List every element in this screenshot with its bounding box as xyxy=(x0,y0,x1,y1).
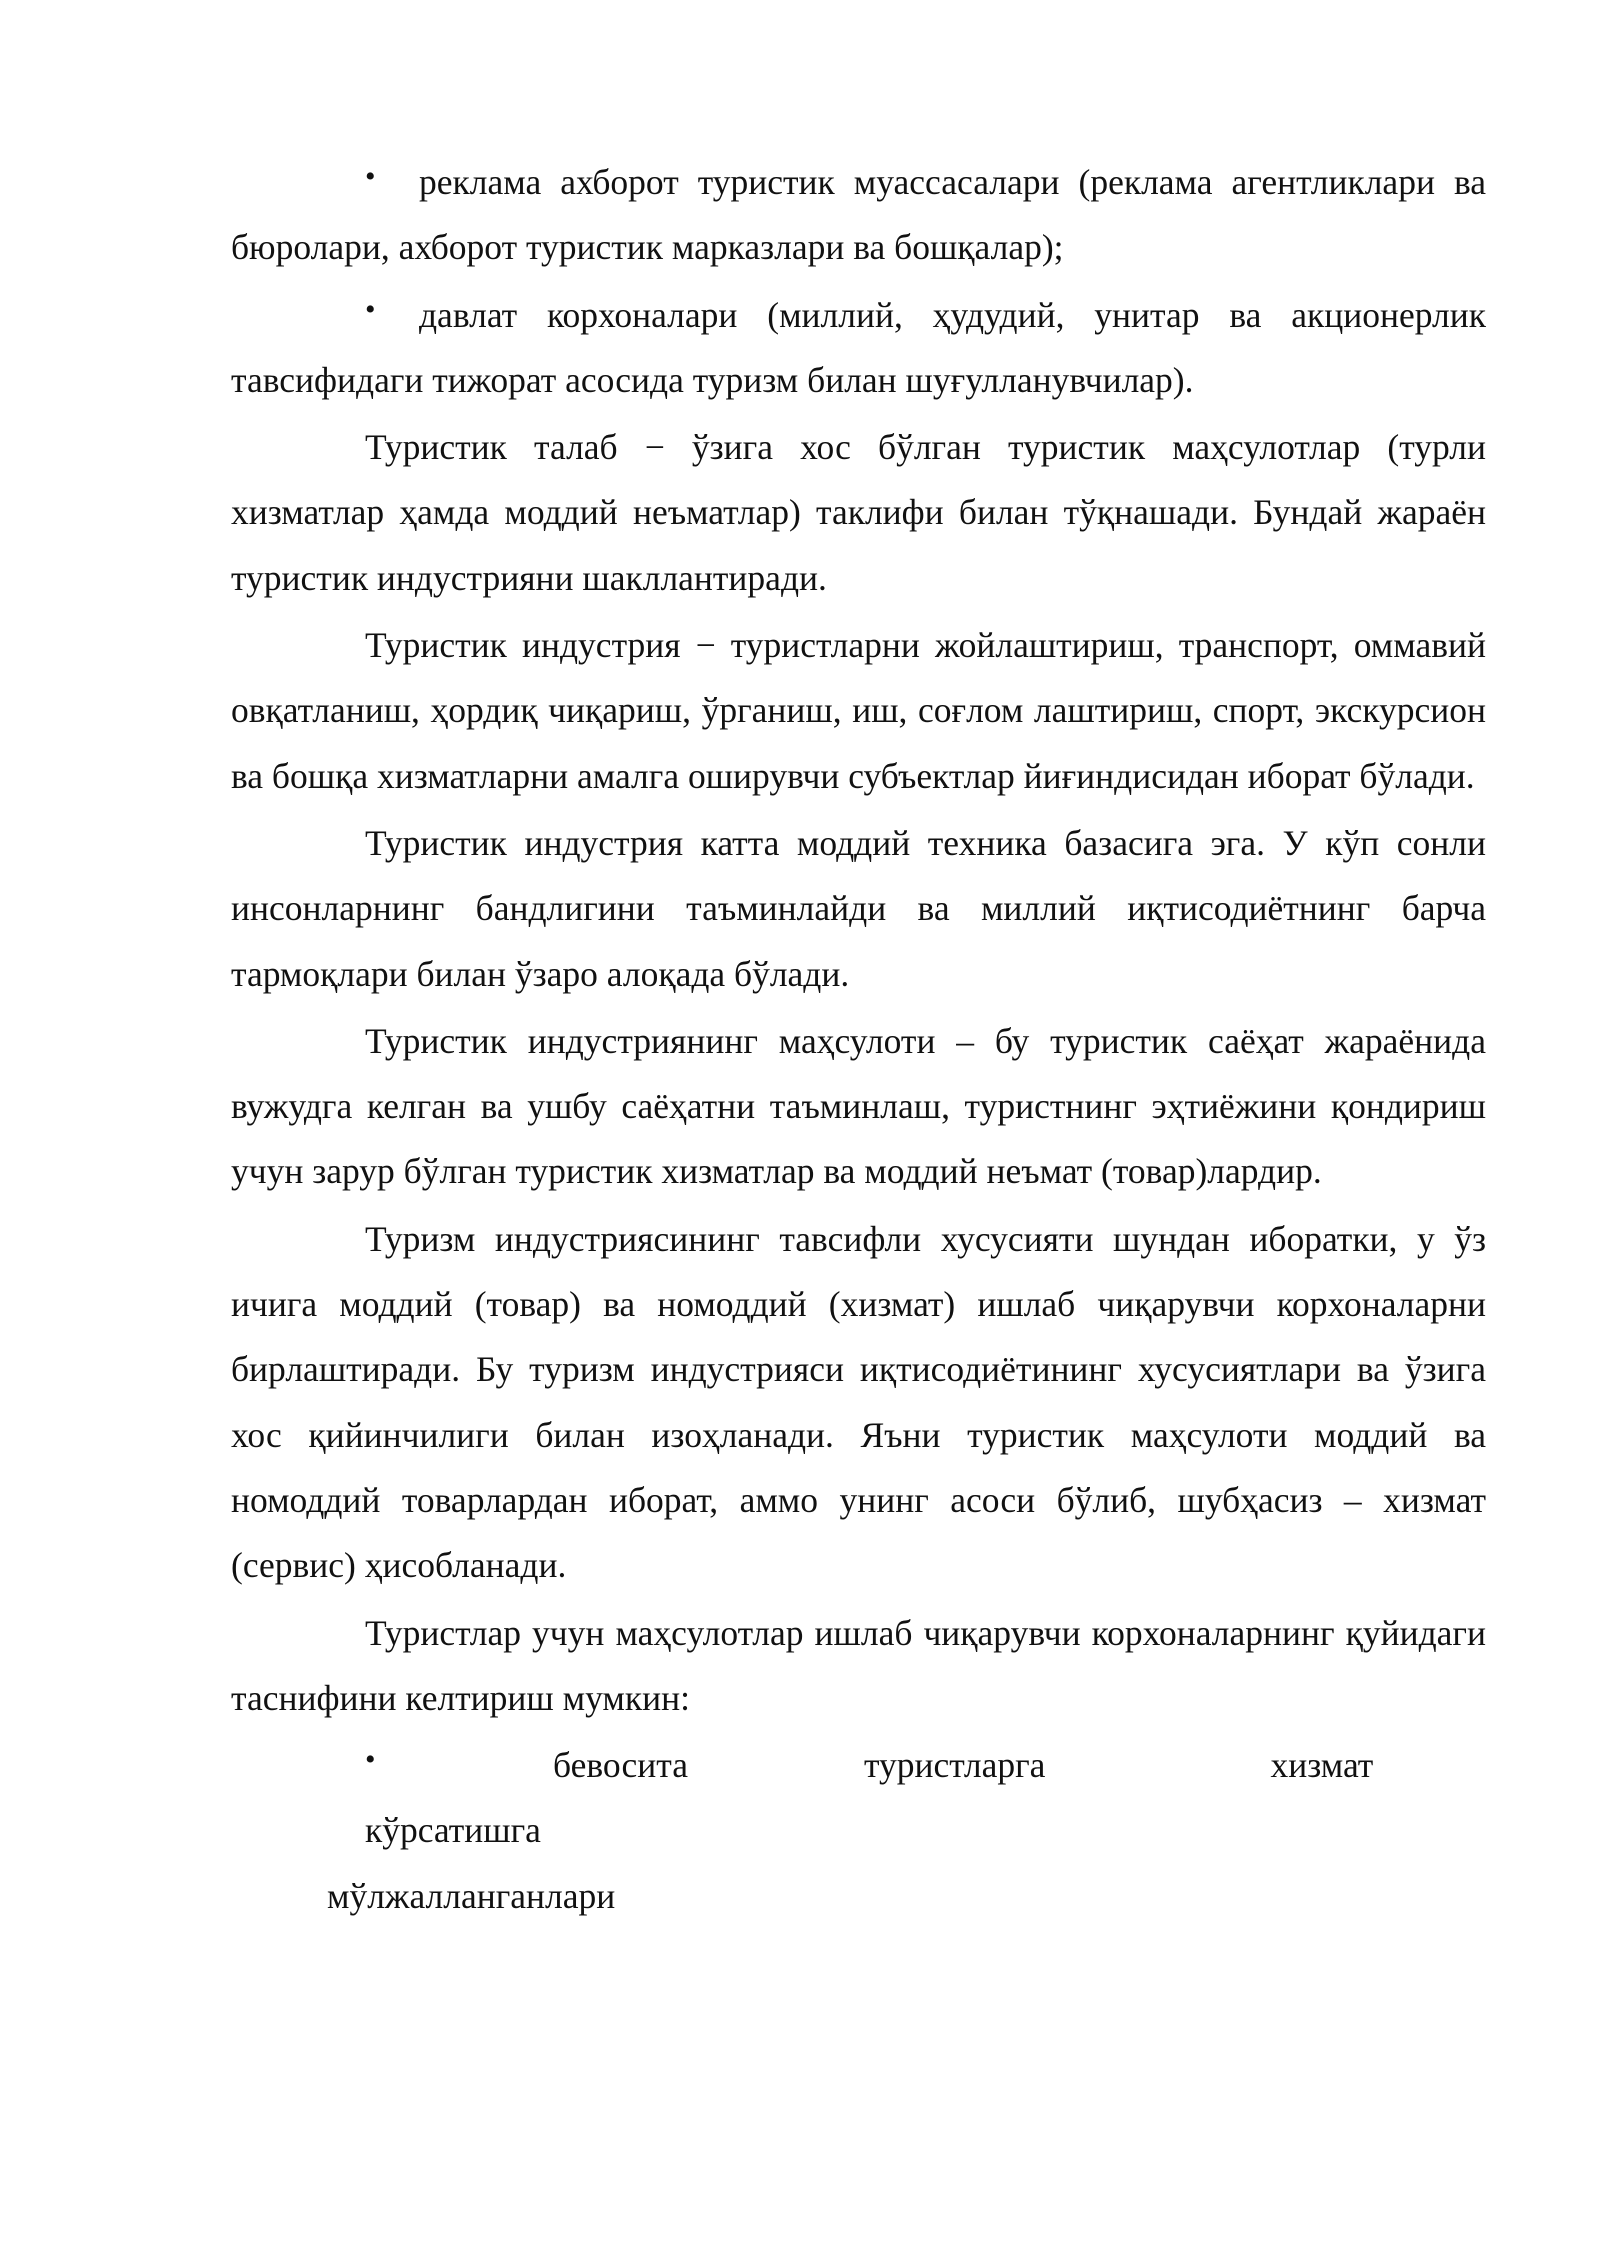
bullet-word: хизмат xyxy=(1270,1745,1374,1786)
bullet-word: бевосита xyxy=(553,1745,688,1786)
paragraph: Туристик талаб − ўзига хос бўлган туристик маҳсулотлар (турли хизматлар ҳамда моддий неъматлар) таклифи билан тўқнашади. Бундай жараён туристик индустрияни шакллантиради. xyxy=(231,427,1486,598)
bullet-word: кўрсатишга xyxy=(365,1810,541,1851)
paragraph: Туризм индустриясининг тавсифли хусусияти шундан иборатки, у ўз ичига моддий (товар) ва номоддий (хизмат) ишлаб чиқарувчи корхоналарни бирлаштиради. Бу туризм индустрияси иқтисодиётининг хусусиятлари ва ўзига хос қийинчилиги билан изоҳланади. Яъни туристик маҳсулоти моддий ва номоддий товарлардан иборат, аммо унинг асоси бўлиб, шубҳасиз – хизмат (сервис) ҳисобланади. xyxy=(231,1218,1486,1586)
bullet-item xyxy=(231,283,1486,414)
bullet-continuation: мўлжалланганлари xyxy=(327,1875,616,1916)
document-body xyxy=(231,150,1486,1929)
paragraph: Туристик индустрия − туристларни жойлаштириш, транспорт, оммавий овқатланиш, ҳордиқ чиқариш, ўрганиш, иш, соғлом лаштириш, спорт, экскурсион ва бошқа хизматларни амалга оширувчи субъектлар йиғиндисидан иборат бўлади. xyxy=(231,625,1486,796)
paragraph: Туристик индустриянинг маҳсулоти – бу туристик саёҳат жараёнида вужудга келган ва ушбу саёҳатни таъминлаш, туристнинг эҳтиёжини қондириш учун зарур бўлган туристик хизматлар ва моддий неъмат (товар)лардир. xyxy=(231,1020,1486,1192)
bullet-text: реклама ахборот туристик муассасалари (реклама агентликлари ва бюролари, ахборот туристик марказлари ва бошқалар); xyxy=(231,162,1486,268)
bullet-icon: • xyxy=(365,292,376,326)
bullet-item xyxy=(231,150,1486,281)
paragraph: Туристик индустрия катта моддий техника базасига эга. У кўп сонли инсонларнинг бандлигини таъминлайди ва миллий иқтисодиётнинг барча тармоқлари билан ўзаро алоқада бўлади. xyxy=(231,822,1486,994)
bullet-word: туристларга xyxy=(863,1745,1046,1786)
paragraph: Туристлар учун маҳсулотлар ишлаб чиқарувчи корхоналарнинг қуйидаги таснифини келтириш мумкин: xyxy=(231,1612,1486,1718)
bullet-icon: • xyxy=(365,1743,376,1777)
bullet-item xyxy=(231,1733,1486,1929)
bullet-icon: • xyxy=(365,160,376,193)
bullet-text: давлат корхоналари (миллий, ҳудудий, унитар ва акционерлик тавсифидаги тижорат асосида туризм билан шуғулланувчилар). xyxy=(231,294,1486,400)
